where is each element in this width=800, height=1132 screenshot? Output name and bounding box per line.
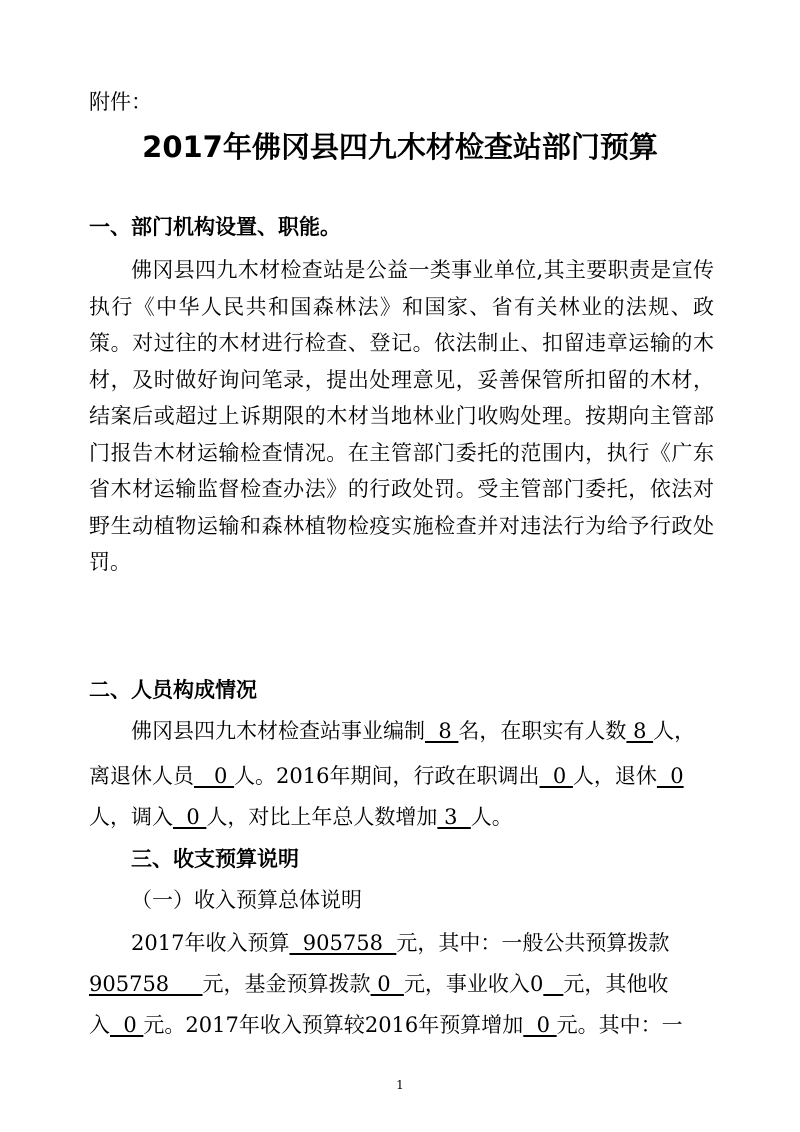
business-income-value: 0	[529, 972, 544, 996]
staffing-text: 人，退休	[572, 764, 657, 788]
staffing-text: 人，对比上年总人数增加	[206, 805, 438, 829]
income-text: 元。2017年收入预算较2016年预算增加	[143, 1013, 524, 1037]
income-line-1	[89, 929, 729, 957]
income-text: 2017年收入预算	[131, 931, 290, 955]
section3-heading: 三、收支预算说明	[131, 847, 299, 871]
income-subheading: （一）收入预算总体说明	[131, 888, 362, 912]
retired-2016-value: 0	[656, 764, 684, 788]
staffing-line-1	[89, 717, 729, 745]
increase-value: 3	[437, 805, 471, 829]
staffing-text: 人，调入	[89, 805, 173, 829]
budget-increase-value: 0	[523, 1013, 557, 1037]
income-text: 入	[89, 1013, 110, 1037]
document-title: 2017年佛冈县四九木材检查站部门预算	[142, 130, 658, 164]
staffing-text: 人，	[653, 719, 696, 743]
section1-body: 佛冈县四九木材检查站是公益一类事业单位,其主要职责是宣传执行《中华人民共和国森林法》和国家、省有关林业的法规、政策。对过往的木材进行检查、登记。依法制止、扣留违章运输的木材，及时做好询问笔录，提出处理意见，妥善保管所扣留的木材，结案后或超过上诉期限的木材当地林业门收购处理。按期向主管部门报告木材运输检查情况。在主管部门委托的范围内，执行《广东省木材运输监督检查办法》的行政处罚。受主管部门委托，依法对野生动植物运输和森林植物检疫实施检查并对违法行为给予行政处罚。	[89, 258, 714, 574]
staffing-text: 离退休人员	[89, 764, 194, 788]
attachment-label: 附件：	[89, 90, 152, 114]
fund-budget-value: 0	[370, 972, 404, 996]
transferred-out-value: 0	[539, 764, 573, 788]
income-text: 元。其中：一	[556, 1013, 683, 1037]
staffing-text: 名，在职实有人数	[458, 719, 627, 743]
staff-quota-value: 8	[425, 719, 459, 743]
income-text: 元，事业收入	[403, 972, 530, 996]
income-total-value: 905758	[289, 931, 397, 955]
income-text: 元，基金预算拨款	[202, 972, 371, 996]
staffing-line-2	[89, 762, 729, 790]
section1-heading: 一、部门机构设置、职能。	[89, 215, 341, 239]
general-budget-value: 905758	[89, 972, 203, 996]
page-number: 1	[396, 1078, 404, 1092]
income-text: 元，其中：一般公共预算拨款	[396, 931, 670, 955]
other-income-value: 0	[110, 1013, 144, 1037]
income-line-2	[89, 970, 729, 998]
staffing-text: 人。2016年期间，行政在职调出	[234, 764, 540, 788]
income-line-3	[89, 1011, 729, 1039]
transferred-in-value: 0	[173, 805, 207, 829]
staff-actual-value: 8	[626, 719, 654, 743]
staffing-line-3	[89, 803, 729, 831]
business-income-blank	[543, 972, 563, 996]
income-text: 元，其他收	[563, 972, 669, 996]
retired-value: 0	[194, 764, 235, 788]
staffing-text: 人。	[470, 805, 513, 829]
staffing-text: 佛冈县四九木材检查站事业编制	[131, 719, 425, 743]
section2-heading: 二、人员构成情况	[89, 678, 257, 702]
